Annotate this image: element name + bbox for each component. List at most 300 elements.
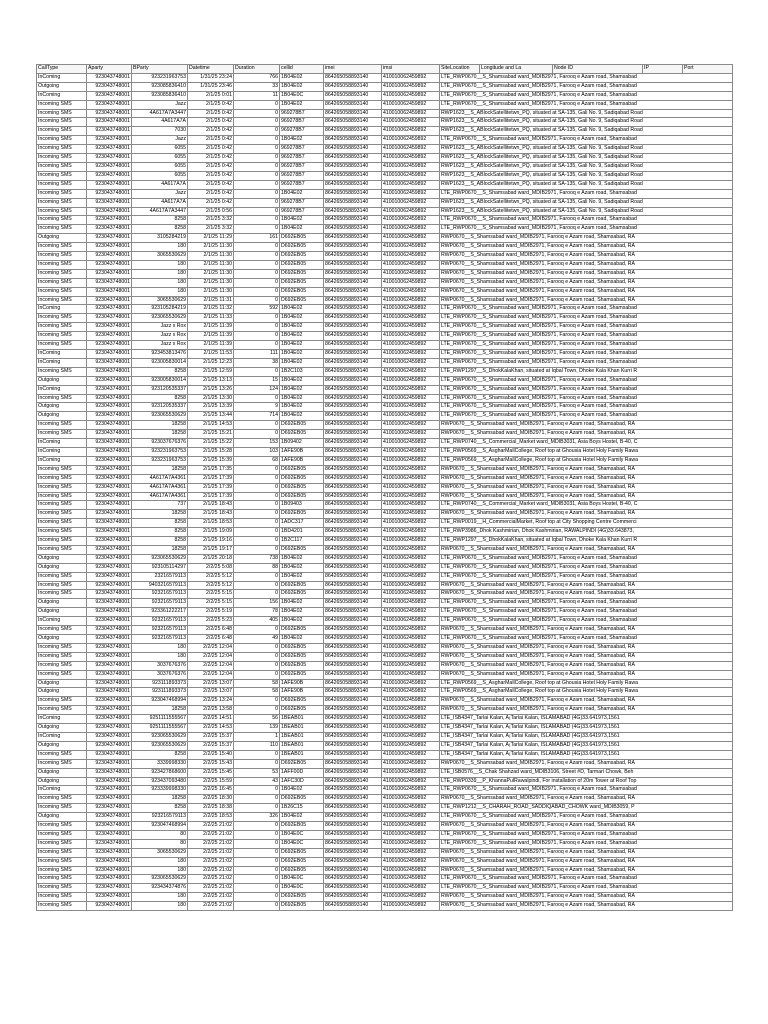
table-row xyxy=(37,902,733,911)
table-row xyxy=(37,287,733,296)
table-row xyxy=(37,296,733,305)
cell-aparty: 923043748001 xyxy=(87,492,132,501)
cell-calltype: Incoming SMS xyxy=(37,180,87,189)
cell-imei: 864265058893140 xyxy=(324,171,382,180)
cell-aparty: 923043748001 xyxy=(87,474,132,483)
cell-sitelocation: LTE_RWP0569__S_AsgharMallCollege, Roof top at Ghousia Hotel Holy Family Rawa xyxy=(440,456,733,465)
table-row xyxy=(37,314,733,323)
table-row xyxy=(37,225,733,234)
cell-imsi: 410010062459892 xyxy=(382,545,440,554)
cell-calltype: Incoming SMS xyxy=(37,866,87,875)
table-row xyxy=(37,73,733,82)
cell-imsi: 410010062459892 xyxy=(382,759,440,768)
cell-imei: 864265058893140 xyxy=(324,483,382,492)
cell-cellid: D692EB05 xyxy=(280,421,324,430)
cell-calltype: InComing xyxy=(37,350,87,359)
cell-calltype: Outgoing xyxy=(37,724,87,733)
cell-aparty: 923043748001 xyxy=(87,643,132,652)
cell-cellid: 1BEAB01 xyxy=(280,741,324,750)
cell-calltype: Outgoing xyxy=(37,554,87,563)
cell-bparty: 4A617A7A xyxy=(132,118,188,127)
cell-imsi: 410010062459892 xyxy=(382,661,440,670)
cell-bparty: 9403216579113 xyxy=(132,581,188,590)
cell-aparty: 923043748001 xyxy=(87,510,132,519)
cell-datetime: 2/1/25 13:44 xyxy=(188,412,234,421)
cell-imsi: 410010062459892 xyxy=(382,626,440,635)
cell-duration: 0 xyxy=(234,537,280,546)
cell-calltype: Incoming SMS xyxy=(37,394,87,403)
cell-duration: 405 xyxy=(234,617,280,626)
cell-datetime: 2/1/25 0:42 xyxy=(188,118,234,127)
cell-datetime: 2/2/25 12:04 xyxy=(188,643,234,652)
cell-datetime: 1/31/25 23:24 xyxy=(188,73,234,82)
cell-datetime: 2/1/25 0:42 xyxy=(188,136,234,145)
table-row xyxy=(37,608,733,617)
cell-imei: 864265058893140 xyxy=(324,447,382,456)
cell-datetime: 2/1/25 11:33 xyxy=(188,314,234,323)
cell-sitelocation: LTE_RWP0670__S_Shamsabad ward_MDIB2971, Farooq e Azam road, Shamsabad xyxy=(440,554,733,563)
cell-calltype: Incoming SMS xyxy=(37,474,87,483)
cell-imei: 864265058893140 xyxy=(324,252,382,261)
cell-sitelocation: LTE_RWP0670__S_Shamsabad ward_MDIB2971, Farooq e Azam road, Shamsabad xyxy=(440,875,733,884)
table-row xyxy=(37,759,733,768)
cell-imsi: 410010062459892 xyxy=(382,314,440,323)
cell-sitelocation: LTE_RWP0670__S_Shamsabad ward_MDIB2971, Farooq e Azam road, Shamsabad xyxy=(440,839,733,848)
cell-sitelocation: LTE_ISB4347_Tarlai Kalan, A¡Tarlai Kalan, ISLAMABAD (4G)33.641973,1561 xyxy=(440,750,733,759)
cell-duration: 103 xyxy=(234,447,280,456)
cell-datetime: 2/1/25 12:59 xyxy=(188,367,234,376)
cell-imsi: 410010062459892 xyxy=(382,269,440,278)
cell-imei: 864265058893140 xyxy=(324,626,382,635)
cell-cellid: D692EB05 xyxy=(280,234,324,243)
cell-duration: 738 xyxy=(234,554,280,563)
cell-sitelocation: LTE_RWP0670__S_Shamsabad ward_MDIB2971, Farooq e Azam road, Shamsabad xyxy=(440,884,733,893)
cell-bparty: 923105114297 xyxy=(132,563,188,572)
cell-bparty: 180 xyxy=(132,269,188,278)
cell-imsi: 410010062459892 xyxy=(382,804,440,813)
table-row xyxy=(37,376,733,385)
cell-calltype: Incoming SMS xyxy=(37,100,87,109)
cell-cellid: 1B04E02 xyxy=(280,385,324,394)
cell-datetime: 2/1/25 11:53 xyxy=(188,350,234,359)
cell-cellid: 1B04E0C xyxy=(280,830,324,839)
cell-sitelocation: RWP1623__S_ABlockSatellitetwn_PQ, situated at SA-135, Gali No. 9, Sadiqabad Road xyxy=(440,127,733,136)
cell-calltype: Incoming SMS xyxy=(37,278,87,287)
cell-cellid: 1B04E02 xyxy=(280,635,324,644)
cell-aparty: 923043748001 xyxy=(87,189,132,198)
cell-aparty: 923043748001 xyxy=(87,786,132,795)
cell-aparty: 923043748001 xyxy=(87,287,132,296)
table-row xyxy=(37,180,733,189)
cell-imei: 864265058893140 xyxy=(324,430,382,439)
cell-imsi: 410010062459892 xyxy=(382,367,440,376)
table-row xyxy=(37,590,733,599)
cell-bparty: 923216579113 xyxy=(132,626,188,635)
cell-calltype: Incoming SMS xyxy=(37,884,87,893)
cell-calltype: Incoming SMS xyxy=(37,706,87,715)
table-row xyxy=(37,804,733,813)
cell-datetime: 2/1/25 13:13 xyxy=(188,376,234,385)
cell-imsi: 410010062459892 xyxy=(382,608,440,617)
cell-datetime: 2/1/25 0:42 xyxy=(188,145,234,154)
cell-sitelocation: LTE_RWP1297__S_DhokKalaKhan, situated at Iqbal Town, Dhoke Kala Khan Kurri R xyxy=(440,367,733,376)
cell-imei: 864265058893140 xyxy=(324,679,382,688)
cell-imei: 864265058893140 xyxy=(324,563,382,572)
cell-sitelocation: LTE_RWP0569__S_AsgharMallCollege, Roof top at Ghousia Hotel Holy Family Rawa xyxy=(440,688,733,697)
cell-duration: 0 xyxy=(234,590,280,599)
cell-sitelocation: LTE_RWP0670__S_Shamsabad ward_MDIB2971, Farooq e Azam road, Shamsabad xyxy=(440,323,733,332)
cell-datetime: 2/2/25 18:38 xyxy=(188,804,234,813)
cell-bparty: Jazz xyxy=(132,100,188,109)
cell-calltype: Incoming SMS xyxy=(37,171,87,180)
cell-cellid: 1AFC30D xyxy=(280,777,324,786)
cell-duration: 0 xyxy=(234,216,280,225)
cell-duration: 0 xyxy=(234,670,280,679)
table-row xyxy=(37,260,733,269)
cell-aparty: 923043748001 xyxy=(87,599,132,608)
table-body xyxy=(37,73,733,910)
cell-imei: 864265058893140 xyxy=(324,180,382,189)
cell-aparty: 923043748001 xyxy=(87,483,132,492)
table-row xyxy=(37,537,733,546)
cell-calltype: Incoming SMS xyxy=(37,875,87,884)
cell-cellid: 1B04E02 xyxy=(280,350,324,359)
table-row xyxy=(37,252,733,261)
cell-duration: 0 xyxy=(234,367,280,376)
cell-aparty: 923043748001 xyxy=(87,234,132,243)
cell-datetime: 2/1/25 0:56 xyxy=(188,207,234,216)
cell-bparty: Jazz x Rox xyxy=(132,341,188,350)
cell-cellid: D692EB05 xyxy=(280,866,324,875)
cell-imei: 864265058893140 xyxy=(324,608,382,617)
cell-calltype: InComing xyxy=(37,715,87,724)
cell-aparty: 923043748001 xyxy=(87,857,132,866)
cell-aparty: 923043748001 xyxy=(87,376,132,385)
cell-cellid: 1BEAB01 xyxy=(280,732,324,741)
cell-cellid: 1BEAB01 xyxy=(280,724,324,733)
cell-imsi: 410010062459892 xyxy=(382,688,440,697)
cell-calltype: Incoming SMS xyxy=(37,162,87,171)
cell-calltype: Incoming SMS xyxy=(37,109,87,118)
cell-bparty: 923216579113 xyxy=(132,635,188,644)
cell-calltype: Incoming SMS xyxy=(37,893,87,902)
cell-bparty: 923120535337 xyxy=(132,403,188,412)
cell-bparty: 8258 xyxy=(132,394,188,403)
cell-calltype: Incoming SMS xyxy=(37,750,87,759)
header-imsi: imsi xyxy=(382,65,440,74)
cell-bparty: 6055 xyxy=(132,154,188,163)
cell-bparty: 6055 xyxy=(132,162,188,171)
cell-calltype: Incoming SMS xyxy=(37,902,87,911)
cell-sitelocation: RWP0670__S_Shamsabad ward_MDIB2971, Farooq e Azam road, Shamsabad, RA xyxy=(440,492,733,501)
cell-aparty: 923043748001 xyxy=(87,162,132,171)
cell-imei: 864265058893140 xyxy=(324,822,382,831)
table-row xyxy=(37,127,733,136)
cell-calltype: Incoming SMS xyxy=(37,243,87,252)
cell-imsi: 410010062459892 xyxy=(382,670,440,679)
cell-imsi: 410010062459892 xyxy=(382,403,440,412)
cell-duration: 0 xyxy=(234,519,280,528)
table-row xyxy=(37,474,733,483)
table-row xyxy=(37,118,733,127)
cell-datetime: 2/2/25 12:04 xyxy=(188,661,234,670)
cell-cellid: D692EB05 xyxy=(280,545,324,554)
cell-datetime: 2/1/25 15:22 xyxy=(188,439,234,448)
cell-sitelocation: LTE_ISB4347_Tarlai Kalan, A¡Tarlai Kalan, ISLAMABAD (4G)33.641973,1561 xyxy=(440,732,733,741)
cell-cellid: 1BEAB01 xyxy=(280,715,324,724)
cell-cellid: 1B04E02 xyxy=(280,323,324,332)
cell-calltype: Incoming SMS xyxy=(37,519,87,528)
table-row xyxy=(37,724,733,733)
cell-imei: 864265058893140 xyxy=(324,875,382,884)
cell-aparty: 923043748001 xyxy=(87,768,132,777)
cell-calltype: Incoming SMS xyxy=(37,483,87,492)
cell-sitelocation: LTE_ISB4347_Tarlai Kalan, A¡Tarlai Kalan, ISLAMABAD (4G)33.641973,1561 xyxy=(440,741,733,750)
cell-imsi: 410010062459892 xyxy=(382,465,440,474)
cell-imei: 864265058893140 xyxy=(324,893,382,902)
cell-bparty: 923065530629 xyxy=(132,875,188,884)
cell-sitelocation: RWP1623__S_ABlockSatellitetwn_PQ, situated at SA-135, Gali No. 9, Sadiqabad Road xyxy=(440,180,733,189)
cell-bparty: Jazz x Rox xyxy=(132,332,188,341)
cell-bparty: 923065530629 xyxy=(132,412,188,421)
table-row xyxy=(37,341,733,350)
cell-duration: 0 xyxy=(234,136,280,145)
cell-datetime: 2/2/25 21:02 xyxy=(188,893,234,902)
cell-duration: 0 xyxy=(234,795,280,804)
header-aparty: Aparty xyxy=(87,65,132,74)
cell-imei: 864265058893140 xyxy=(324,323,382,332)
cell-datetime: 1/31/25 23:46 xyxy=(188,82,234,91)
cell-imei: 864265058893140 xyxy=(324,492,382,501)
cell-imsi: 410010062459892 xyxy=(382,822,440,831)
cell-datetime: 2/2/25 5:15 xyxy=(188,590,234,599)
cell-cellid: 1B04E02 xyxy=(280,358,324,367)
cell-aparty: 923043748001 xyxy=(87,341,132,350)
cell-imsi: 410010062459892 xyxy=(382,162,440,171)
cell-bparty: 923453813476 xyxy=(132,350,188,359)
table-row xyxy=(37,483,733,492)
cell-aparty: 923043748001 xyxy=(87,501,132,510)
cell-bparty: 6055 xyxy=(132,145,188,154)
cell-bparty: 923065530629 xyxy=(132,732,188,741)
cell-duration: 0 xyxy=(234,483,280,492)
cell-imsi: 410010062459892 xyxy=(382,73,440,82)
cell-datetime: 2/1/25 18:53 xyxy=(188,519,234,528)
cell-calltype: Incoming SMS xyxy=(37,465,87,474)
cell-imsi: 410010062459892 xyxy=(382,590,440,599)
cell-imei: 864265058893140 xyxy=(324,296,382,305)
cell-duration: 58 xyxy=(234,679,280,688)
cell-imsi: 410010062459892 xyxy=(382,82,440,91)
cell-imei: 864265058893140 xyxy=(324,412,382,421)
cell-duration: 0 xyxy=(234,848,280,857)
cell-duration: 0 xyxy=(234,296,280,305)
cell-bparty: 180 xyxy=(132,902,188,911)
cell-cellid: 1B04E02 xyxy=(280,599,324,608)
cell-sitelocation: RWP1623__S_ABlockSatellitetwn_PQ, situated at SA-135, Gali No. 9, Sadiqabad Road xyxy=(440,207,733,216)
table-row xyxy=(37,207,733,216)
cell-bparty: 180 xyxy=(132,243,188,252)
cell-imei: 864265058893140 xyxy=(324,706,382,715)
table-row xyxy=(37,447,733,456)
cell-calltype: Incoming SMS xyxy=(37,225,87,234)
cell-calltype: Outgoing xyxy=(37,376,87,385)
cell-cellid: D692EB05 xyxy=(280,661,324,670)
cell-imsi: 410010062459892 xyxy=(382,741,440,750)
cell-calltype: Incoming SMS xyxy=(37,626,87,635)
cell-imsi: 410010062459892 xyxy=(382,474,440,483)
cell-datetime: 2/2/25 15:37 xyxy=(188,741,234,750)
cell-datetime: 2/1/25 17:39 xyxy=(188,483,234,492)
cell-cellid: D692EB05 xyxy=(280,626,324,635)
cell-imsi: 410010062459892 xyxy=(382,439,440,448)
table-row xyxy=(37,216,733,225)
cell-datetime: 2/2/25 21:02 xyxy=(188,839,234,848)
cell-imsi: 410010062459892 xyxy=(382,724,440,733)
cell-datetime: 2/1/25 15:39 xyxy=(188,456,234,465)
cell-datetime: 2/1/25 19:09 xyxy=(188,528,234,537)
table-row xyxy=(37,234,733,243)
cell-calltype: Incoming SMS xyxy=(37,154,87,163)
cell-imsi: 410010062459892 xyxy=(382,519,440,528)
cell-aparty: 923043748001 xyxy=(87,421,132,430)
cell-calltype: Incoming SMS xyxy=(37,590,87,599)
cell-aparty: 923043748001 xyxy=(87,252,132,261)
cell-cellid: 1B04E02 xyxy=(280,73,324,82)
cell-cellid: 1B04E02 xyxy=(280,572,324,581)
cell-sitelocation: RWP0670__S_Shamsabad ward_MDIB2971, Farooq e Azam road, Shamsabad, RA xyxy=(440,759,733,768)
cell-calltype: InComing xyxy=(37,617,87,626)
cell-aparty: 923043748001 xyxy=(87,154,132,163)
table-row xyxy=(37,145,733,154)
cell-sitelocation: LTE_RWP0670__S_Shamsabad ward_MDIB2971, Farooq e Azam road, Shamsabad xyxy=(440,314,733,323)
cell-imsi: 410010062459892 xyxy=(382,225,440,234)
cell-bparty: 923231963753 xyxy=(132,456,188,465)
cell-imsi: 410010062459892 xyxy=(382,635,440,644)
cell-aparty: 923043748001 xyxy=(87,180,132,189)
cell-cellid: D692EB05 xyxy=(280,590,324,599)
table-row xyxy=(37,109,733,118)
cell-datetime: 2/2/25 16:45 xyxy=(188,786,234,795)
cell-duration: 0 xyxy=(234,243,280,252)
cell-sitelocation: LTE_RWP0670__S_Shamsabad ward_MDIB2971, Farooq e Azam road, Shamsabad xyxy=(440,376,733,385)
cell-sitelocation: LTE_RWP0670__S_Shamsabad ward_MDIB2971, Farooq e Azam road, Shamsabad xyxy=(440,412,733,421)
cell-cellid: 969278B7 xyxy=(280,171,324,180)
cell-imsi: 410010062459892 xyxy=(382,421,440,430)
cell-imei: 864265058893140 xyxy=(324,715,382,724)
cell-imsi: 410010062459892 xyxy=(382,305,440,314)
cell-sitelocation: RWP0670__S_Shamsabad ward_MDIB2971, Farooq e Azam road, Shamsabad, RA xyxy=(440,278,733,287)
cell-calltype: Incoming SMS xyxy=(37,145,87,154)
cell-sitelocation: LTE_RWP0670__S_Shamsabad ward_MDIB2971, Farooq e Azam road, Shamsabad xyxy=(440,813,733,822)
cell-bparty: 3065530629 xyxy=(132,252,188,261)
cell-sitelocation: RWP0670__S_Shamsabad ward_MDIB2971, Farooq e Azam road, Shamsabad, RA xyxy=(440,661,733,670)
cell-datetime: 2/2/25 18:30 xyxy=(188,795,234,804)
table-row xyxy=(37,421,733,430)
cell-duration: 110 xyxy=(234,741,280,750)
cell-bparty: 8258 xyxy=(132,750,188,759)
cell-datetime: 2/2/25 6:48 xyxy=(188,626,234,635)
table-row xyxy=(37,492,733,501)
cell-imsi: 410010062459892 xyxy=(382,100,440,109)
cell-calltype: Outgoing xyxy=(37,813,87,822)
header-node-id: Node ID xyxy=(553,65,643,74)
cell-aparty: 923043748001 xyxy=(87,145,132,154)
cell-duration: 0 xyxy=(234,189,280,198)
cell-aparty: 923043748001 xyxy=(87,82,132,91)
cell-sitelocation: RWP0670__S_Shamsabad ward_MDIB2971, Farooq e Azam road, Shamsabad, RA xyxy=(440,590,733,599)
cell-imei: 864265058893140 xyxy=(324,189,382,198)
cell-bparty: 18258 xyxy=(132,706,188,715)
cell-imei: 864265058893140 xyxy=(324,100,382,109)
cell-aparty: 923043748001 xyxy=(87,519,132,528)
cell-bparty: 3105284219 xyxy=(132,234,188,243)
cell-cellid: D692EB05 xyxy=(280,243,324,252)
cell-imsi: 410010062459892 xyxy=(382,207,440,216)
cell-duration: 68 xyxy=(234,456,280,465)
cell-datetime: 2/1/25 0:42 xyxy=(188,109,234,118)
cell-duration: 0 xyxy=(234,118,280,127)
cell-duration: 111 xyxy=(234,350,280,359)
cell-cellid: 969278B7 xyxy=(280,127,324,136)
cell-duration: 161 xyxy=(234,234,280,243)
cell-imei: 864265058893140 xyxy=(324,590,382,599)
cell-aparty: 923043748001 xyxy=(87,127,132,136)
cell-duration: 0 xyxy=(234,626,280,635)
cell-bparty: 4A617A7A xyxy=(132,180,188,189)
cell-bparty: 923216579113 xyxy=(132,599,188,608)
cell-calltype: InComing xyxy=(37,73,87,82)
cell-imei: 864265058893140 xyxy=(324,207,382,216)
cell-sitelocation: LTE_RWP0569__S_AsgharMallCollege, Roof top at Ghousia Hotel Holy Family Rawa xyxy=(440,679,733,688)
cell-aparty: 923043748001 xyxy=(87,848,132,857)
cell-sitelocation: RWP0670__S_Shamsabad ward_MDIB2971, Farooq e Azam road, Shamsabad, RA xyxy=(440,252,733,261)
cell-imei: 864265058893140 xyxy=(324,145,382,154)
cell-sitelocation: RWP0670__S_Shamsabad ward_MDIB2971, Farooq e Azam road, Shamsabad, RA xyxy=(440,626,733,635)
cell-aparty: 923043748001 xyxy=(87,875,132,884)
cell-bparty: 923047468994 xyxy=(132,697,188,706)
cell-imsi: 410010062459892 xyxy=(382,510,440,519)
cell-calltype: InComing xyxy=(37,358,87,367)
cell-cellid: 1B26C15 xyxy=(280,804,324,813)
cell-sitelocation: LTE_RWP0740__S_Commercial_Market ward_MDIB3031, Asia Boys Hostel, B-40, C xyxy=(440,439,733,448)
cell-sitelocation: RWP0670__S_Shamsabad ward_MDIB2971, Farooq e Azam road, Shamsabad, RA xyxy=(440,260,733,269)
cell-cellid: D692EB05 xyxy=(280,697,324,706)
table-row xyxy=(37,786,733,795)
cell-sitelocation: LTE_RWP0670__S_Shamsabad ward_MDIB2971, Farooq e Azam road, Shamsabad xyxy=(440,385,733,394)
cell-duration: 0 xyxy=(234,492,280,501)
cell-datetime: 2/1/25 0:42 xyxy=(188,154,234,163)
cell-imei: 864265058893140 xyxy=(324,439,382,448)
cell-calltype: Incoming SMS xyxy=(37,198,87,207)
cell-sitelocation: RWP0670__S_Shamsabad ward_MDIB2971, Farooq e Azam road, Shamsabad, RA xyxy=(440,269,733,278)
cell-imsi: 410010062459892 xyxy=(382,136,440,145)
cell-cellid: 1B04E02 xyxy=(280,813,324,822)
cell-bparty: 4A617A7A3447 xyxy=(132,109,188,118)
cell-bparty: Jazz xyxy=(132,136,188,145)
cell-bparty: 18258 xyxy=(132,421,188,430)
cell-sitelocation: LTE_RWP0670__S_Shamsabad ward_MDIB2971, Farooq e Azam road, Shamsabad xyxy=(440,608,733,617)
cell-imei: 864265058893140 xyxy=(324,804,382,813)
cell-calltype: Incoming SMS xyxy=(37,216,87,225)
cell-calltype: InComing xyxy=(37,447,87,456)
cell-calltype: InComing xyxy=(37,305,87,314)
cell-aparty: 923043748001 xyxy=(87,608,132,617)
cell-imei: 864265058893140 xyxy=(324,884,382,893)
cell-aparty: 923043748001 xyxy=(87,100,132,109)
cell-datetime: 2/1/25 14:53 xyxy=(188,421,234,430)
cell-aparty: 923043748001 xyxy=(87,777,132,786)
